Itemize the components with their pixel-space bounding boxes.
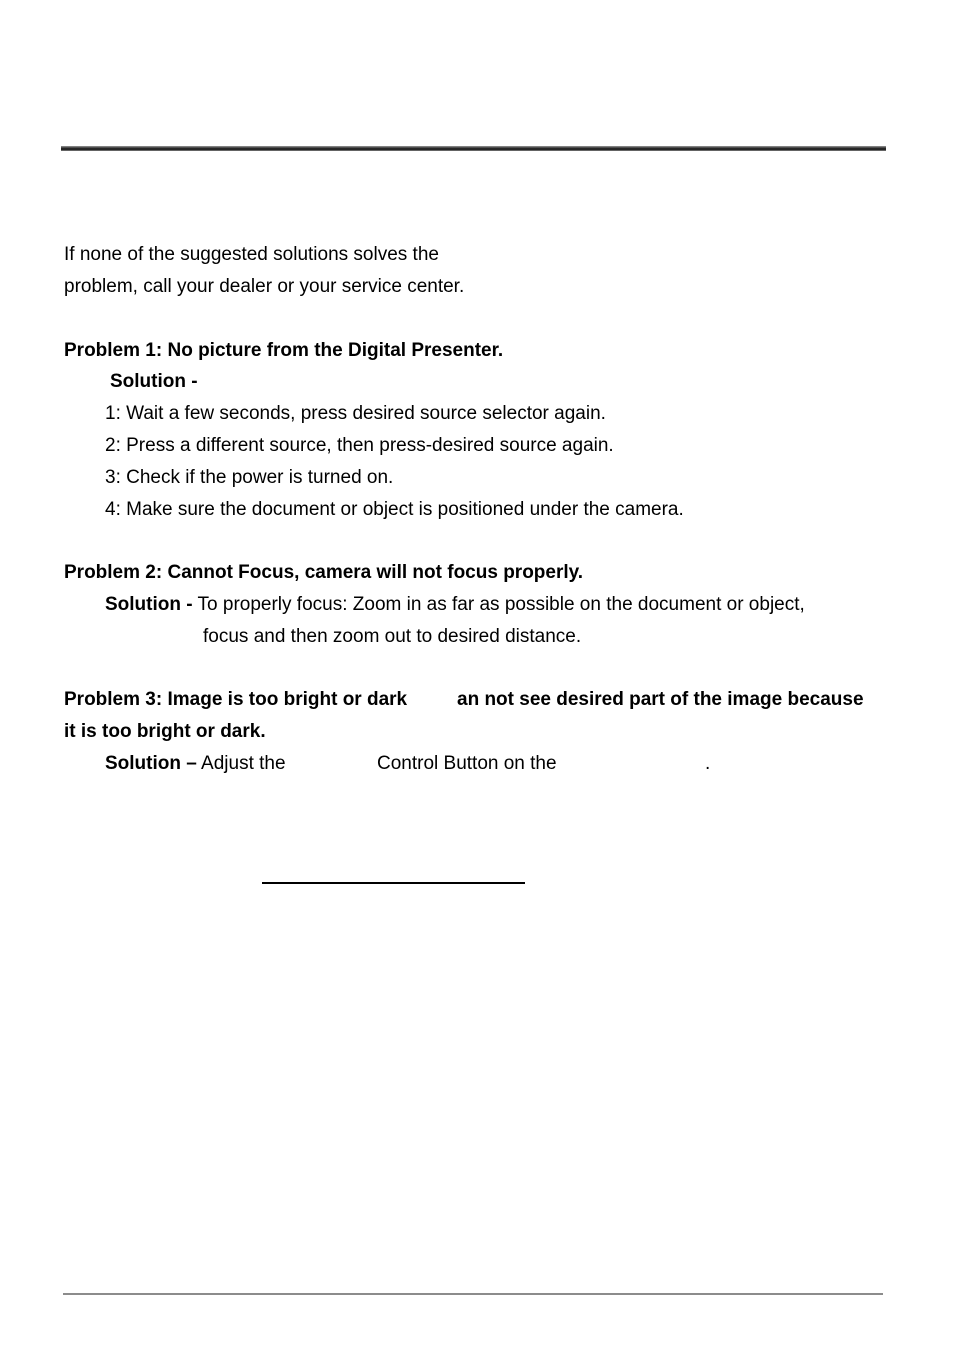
problem-1-step: 1: Wait a few seconds, press desired source selector again.: [105, 403, 606, 424]
problem-1-solution-label: Solution -: [110, 371, 198, 392]
problem-2-heading: Problem 2: Cannot Focus, camera will not focus properly.: [64, 562, 584, 583]
problem-1-step: 2: Press a different source, then press-desired source again.: [105, 435, 614, 456]
problem-3-solution-text: Adjust the: [196, 753, 286, 774]
problem-2-solution-label: Solution -: [105, 594, 193, 615]
problem-1-heading: Problem 1: No picture from the Digital Presenter.: [64, 340, 504, 361]
problem-2-solution-text: To properly focus: Zoom in as far as possible on the document or object,: [192, 594, 805, 615]
footer-rule: [63, 1293, 883, 1295]
problem-3-solution-part-2: Control Button on the: [377, 753, 557, 774]
problem-1-step: 4: Make sure the document or object is positioned under the camera.: [105, 499, 684, 520]
intro-line-1: If none of the suggested solutions solves the: [64, 244, 439, 265]
problem-3-heading-part-1: Problem 3: Image is too bright or dark: [64, 689, 408, 710]
problem-3-solution: [105, 753, 286, 775]
problem-3-solution-end: .: [705, 753, 711, 774]
problem-1-step: 3: Check if the power is turned on.: [105, 467, 394, 488]
header-rule: [61, 146, 886, 151]
intro-line-2: problem, call your dealer or your service center.: [64, 276, 465, 297]
problem-3-heading-line-2: it is too bright or dark.: [64, 721, 266, 742]
problem-2-solution: [105, 594, 805, 616]
underline-rule: [262, 882, 525, 884]
problem-3-heading-part-2: an not see desired part of the image because: [457, 689, 864, 710]
problem-2-solution-continued: focus and then zoom out to desired distance.: [203, 626, 582, 647]
problem-3-solution-label: Solution –: [105, 753, 197, 774]
